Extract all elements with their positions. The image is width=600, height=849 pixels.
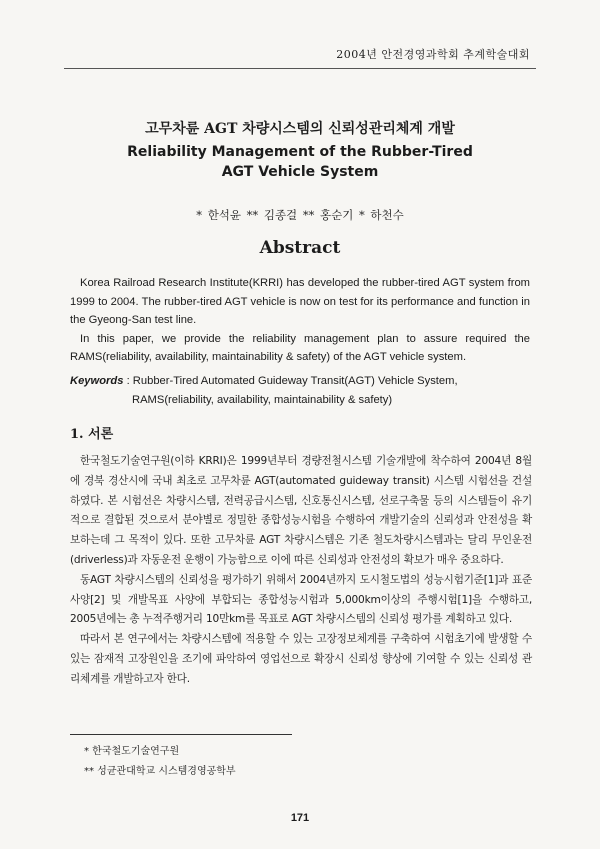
keywords-line2: RAMS(reliability, availability, maintainability & safety) <box>132 394 393 406</box>
body-paragraph: 따라서 본 연구에서는 차량시스템에 적용할 수 있는 고장정보체계를 구축하여 시험초기에 발생할 수 있는 잠재적 고장원인을 조기에 파악하여 영업선으로 확장시 신뢰성 향상에 기여할 수 있는 신뢰성 관리체계를 개발하고자 한다. <box>70 633 532 685</box>
keywords-block <box>70 372 540 410</box>
author-list: * 한석윤 ** 김종걸 ** 홍순기 * 하천수 <box>196 208 404 222</box>
keywords-line1 <box>70 372 540 391</box>
footnote-rule <box>70 734 292 735</box>
footnote-affiliation-1: * 한국철도기술연구원 <box>84 746 180 757</box>
introduction-body <box>70 452 532 690</box>
abstract-heading: Abstract <box>259 238 341 258</box>
page-number: 171 <box>290 812 310 824</box>
title-block <box>0 118 600 182</box>
abstract-paragraph: In this paper, we provide the reliability management plan to assure required the RAMS(reliability, availability, maintainability & safety) of the AGT vehicle system. <box>70 332 530 364</box>
keywords-label: Keywords <box>70 375 124 387</box>
footnotes <box>84 742 236 782</box>
keywords-text: : Rubber-Tired Automated Guideway Transit(AGT) Vehicle System, <box>123 375 458 387</box>
title-korean: 고무차륜 AGT 차량시스템의 신뢰성관리체계 개발 <box>145 121 455 137</box>
header-rule <box>64 68 536 69</box>
footnote-affiliation-2: ** 성균관대학교 시스템경영공학부 <box>84 766 236 777</box>
body-paragraph: 한국철도기술연구원(이하 KRRI)은 1999년부터 경량전철시스템 기술개발에 착수하여 2004년 8월에 경북 경산시에 국내 최초로 고무차륜 AGT(automated guideway transit) 시스템 시험선을 건설하였다. 본 시험선은 차량시스템, 전력공급시스템, 신호통신시스템, 선로구축물 등의 시스템들이 유기적으로 결합된 것으로서 분야별로 정밀한 종합성능시험을 수행하여 개발기술의 신뢰성과 안전성을 확보하는데 그 목적이 있다. 또한 고무차륜 AGT 차량시스템은 기존 철도차량시스템과는 달리 무인운전(driverless)과 자동운전 운행이 가능함으로 이에 따른 신뢰성과 안전성의 확보가 매우 중요하다. <box>70 455 532 566</box>
abstract-body <box>70 274 530 367</box>
title-english-line1: Reliability Management of the Rubber-Tired <box>127 144 473 160</box>
abstract-paragraph: Korea Railroad Research Institute(KRRI) has developed the rubber-tired AGT system from 1999 to 2004. The rubber-tired AGT vehicle is now on test for its performance and function in the Gyeong-San test line. <box>70 277 530 327</box>
body-paragraph: 동AGT 차량시스템의 신뢰성을 평가하기 위해서 2004년까지 도시철도법의 성능시험기준[1]과 표준사양[2] 및 개발목표 사양에 부합되는 종합성능시험과 5,000km이상의 주행시험[1]을 수행하고, 2005년에는 총 누적주행거리 10만km를 목표로 AGT 차량시스템의 신뢰성 평가를 계획하고 있다. <box>70 573 532 626</box>
title-english-line2: AGT Vehicle System <box>221 164 379 180</box>
section-heading-introduction: 1. 서론 <box>70 427 114 442</box>
running-head: 2004년 안전경영과학회 추계학술대회 <box>336 48 530 61</box>
